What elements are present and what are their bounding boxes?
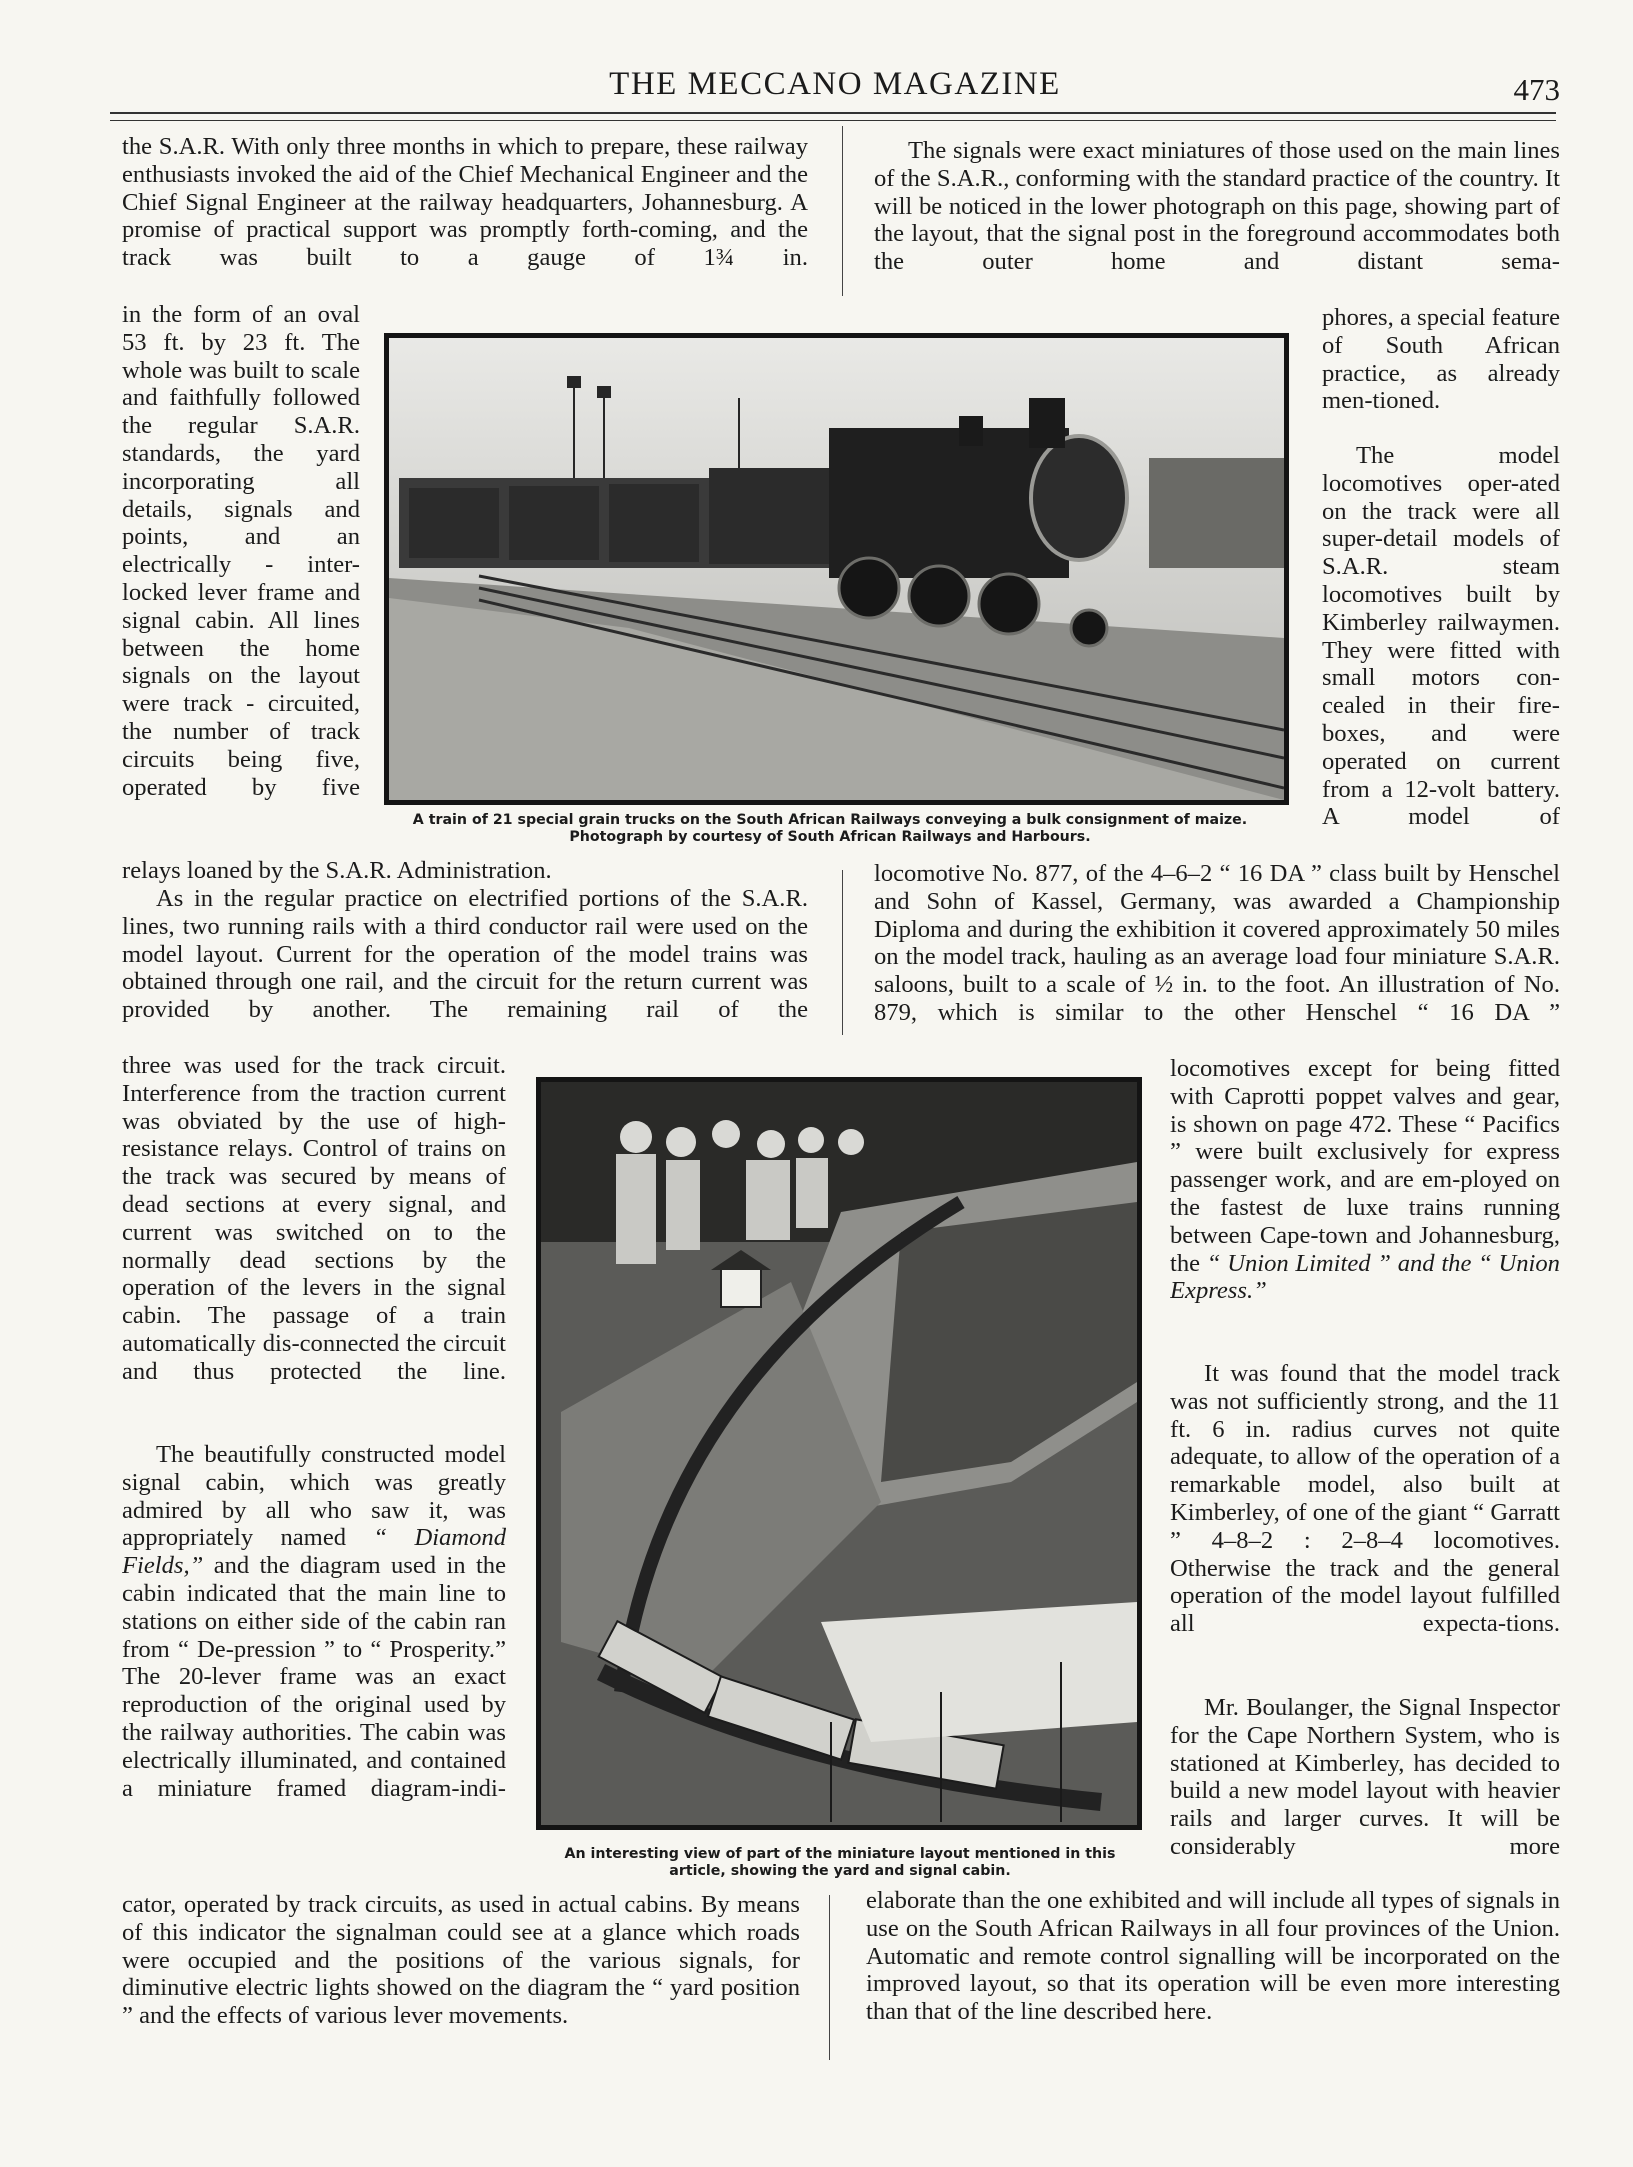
paragraph-intro-end: relays loaned by the S.A.R. Administration. bbox=[122, 857, 552, 884]
paragraph-signal-cabin bbox=[122, 1441, 506, 1891]
paragraph-electrification: As in the regular practice on electrified portions of the S.A.R. lines, two running rails with a third conductor rail were used on the model layout. Current for the operation of the model trains was obtained through one rail, and the circuit for the return current was provided by another. The remaining rail of the bbox=[122, 885, 808, 1024]
paragraph-semaphores: phores, a special feature of South African practice, as already men-tioned. bbox=[1322, 304, 1560, 415]
layout-illustration bbox=[541, 1082, 1137, 1825]
locomotive-illustration bbox=[389, 338, 1284, 800]
header-rule bbox=[110, 112, 1556, 121]
column-divider bbox=[842, 126, 843, 296]
paragraph-new-layout-end: elaborate than the one exhibited and will include all types of signals in use on the South African Railways in all four provinces of the Union. Automatic and remote control signalling will be incorporated on the improved layout, so that its operation will be even more interesting than that of the line described here. bbox=[866, 1887, 1560, 2026]
paragraph-intro-narrow: in the form of an oval 53 ft. by 23 ft. The whole was built to scale and faithfully followed the regular S.A.R. standards, the yard incorporating all details, signals and points, and an electrically - inter-locked lever frame and signal cabin. All lines between the home signals on the layout were track - circuited, the number of track circuits being five, operated by five bbox=[122, 301, 360, 801]
model-layout-photo bbox=[536, 1077, 1142, 1830]
column-divider bbox=[829, 1895, 830, 2060]
paragraph-locomotive-877: locomotive No. 877, of the 4–6–2 “ 16 DA ” class built by Henschel and Sohn of Kassel, Germany, was awarded a Championship Diploma and during the exhibition it covered approximately 50 miles on the model track, hauling as an average load four miniature S.A.R. saloons, built to a scale of ½ in. to the foot. An illustration of No. 879, which is similar to the other Henschel “ 16 DA ” bbox=[874, 860, 1560, 1026]
paragraph-diagram-indicator: cator, operated by track circuits, as used in actual cabins. By means of this indicator the signalman could see at a glance which roads were occupied and the positions of the various signals, for diminutive electric lights showed on the diagram the “ yard position ” and the effects of various lever movements. bbox=[122, 1891, 800, 2030]
paragraph-pacifics bbox=[1170, 1055, 1560, 1363]
bottom-photo-caption bbox=[520, 1846, 1160, 1880]
paragraph-intro-top: the S.A.R. With only three months in which to prepare, these railway enthusiasts invoked the aid of the Chief Mechanical Engineer and the Chief Signal Engineer at the railway headquarters, Johannesburg. A promise of practical support was promptly forth-coming, and the track was built to a gauge of 1¾ in. bbox=[122, 133, 808, 272]
column-divider bbox=[842, 870, 843, 1035]
bottom-caption-line1: An interesting view of part of the miniature layout mentioned in this bbox=[564, 1846, 1116, 1862]
top-caption-line1: A train of 21 special grain trucks on the South African Railways conveying a bulk consignment of maize. bbox=[412, 812, 1248, 828]
paragraph-signal-cabin-start: The beautifully constructed model signal cabin, which was greatly admired by all who saw it, was appropriately named bbox=[122, 1441, 506, 1552]
top-caption-line2: Photograph by courtesy of South African Railways and Harbours. bbox=[569, 829, 1091, 845]
bottom-caption-line2: article, showing the yard and signal cabin. bbox=[669, 1863, 1011, 1879]
cabin-name: “ Diamond Fields,” bbox=[122, 1524, 506, 1580]
paragraph-pacifics-text: locomotives except for being fitted with Caprotti poppet valves and gear, is shown on page 472. These “ Pacifics ” were built exclusively for express passenger work, and are em-ployed on the fastest de luxe trains running between Cape-town and Johannesburg, the bbox=[1170, 1055, 1560, 1277]
magazine-title: THE MECCANO MAGAZINE bbox=[609, 66, 1061, 102]
paragraph-new-layout: Mr. Boulanger, the Signal Inspector for the Cape Northern System, who is stationed at Kimberley, has decided to build a new model layout with heavier rails and larger curves. It will be considerably more bbox=[1170, 1694, 1560, 1860]
top-photo-caption bbox=[330, 812, 1330, 846]
page-header bbox=[110, 64, 1560, 110]
paragraph-signal-cabin-rest: and the diagram used in the cabin indicated that the main line to stations on either side of the cabin ran from “ De-pression ” to “ Prosperity.” The 20-lever frame was an exact reproduction of the original used by the railway authorities. The cabin was electrically illuminated, and contained a miniature framed diagram-indi- bbox=[122, 1552, 506, 1802]
paragraph-model-locomotives: The model locomotives oper-ated on the track were all super-detail models of S.A.R. steam locomotives built by Kimberley railwaymen. They were fitted with small motors con-cealed in their fire-boxes, and were operated on current from a 12-volt battery. A model of bbox=[1322, 442, 1560, 831]
train-names: “ Union Limited ” and the “ Union Express.” bbox=[1170, 1249, 1560, 1305]
paragraph-track-circuit: three was used for the track circuit. Interference from the traction current was obviated by the use of high-resistance relays. Control of trains on the track was secured by means of dead sections at every signal, and current was switched on to the normally dead sections by the operation of the levers in the signal cabin. The passage of a train automatically dis-connected the circuit and thus protected the line. bbox=[122, 1052, 506, 1385]
locomotive-train-photo bbox=[384, 333, 1289, 805]
paragraph-garratt: It was found that the model track was not sufficiently strong, and the 11 ft. 6 in. radius curves not quite adequate, to allow of the operation of a remarkable model, also built at Kimberley, of one of the giant “ Garratt ” 4–8–2 : 2–8–4 locomotives. Otherwise the track and the general operation of the model layout fulfilled all expecta-tions. bbox=[1170, 1360, 1560, 1638]
page-number: 473 bbox=[1513, 72, 1560, 107]
paragraph-signals: The signals were exact miniatures of those used on the main lines of the S.A.R., conforming with the standard practice of the country. It will be noticed in the lower photograph on this page, showing part of the layout, that the signal post in the foreground accommodates both the outer home and distant sema- bbox=[874, 137, 1560, 276]
